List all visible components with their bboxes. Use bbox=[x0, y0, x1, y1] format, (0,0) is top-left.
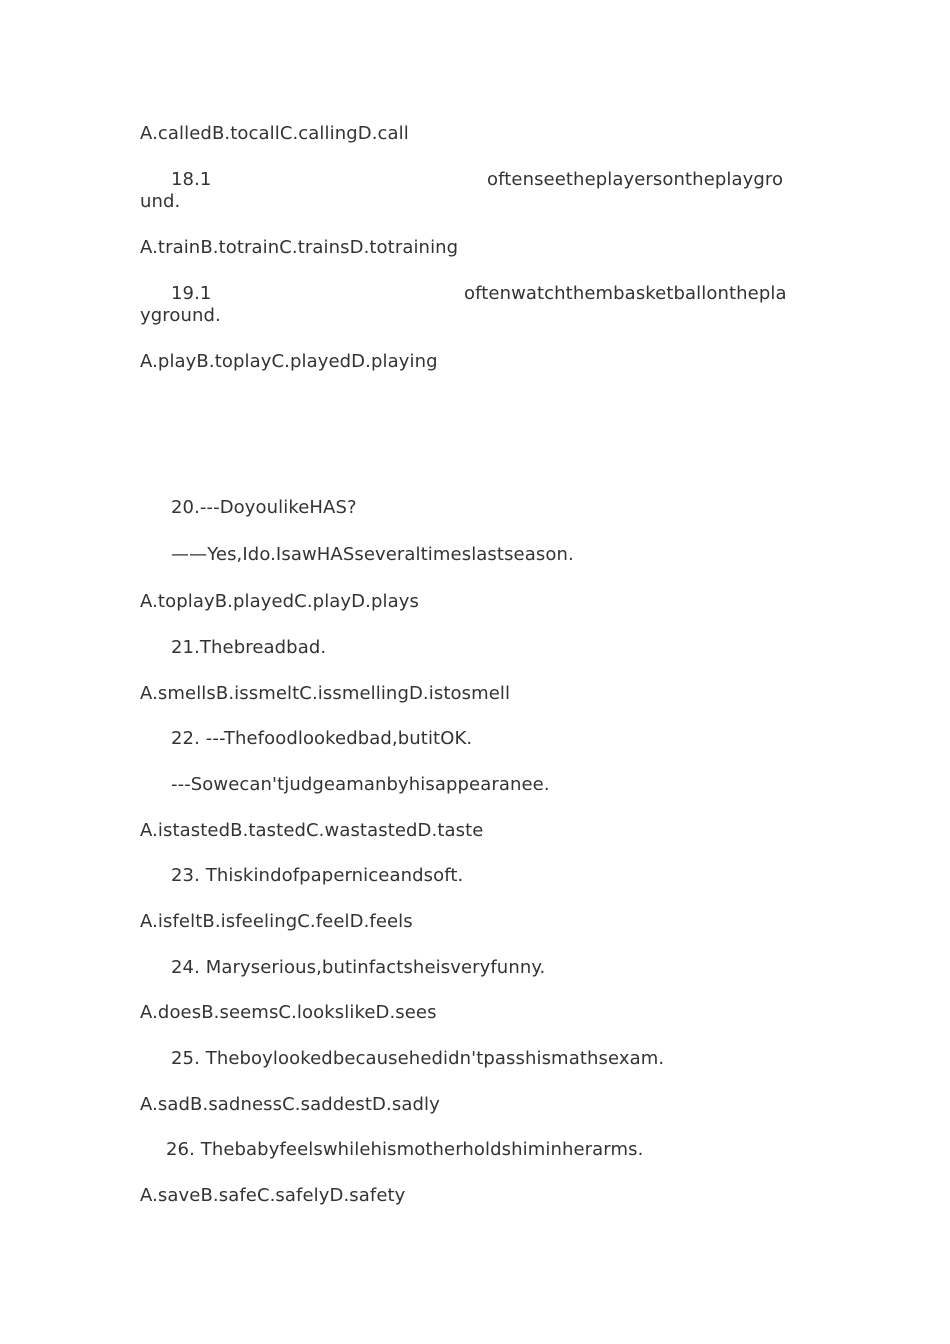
answer-options-19: A.playB.toplayC.playedD.playing bbox=[140, 351, 438, 372]
question-18-number: 18.1 bbox=[171, 169, 212, 190]
question-22-response: ---Sowecan'tjudgeamanbyhisappearanee. bbox=[171, 774, 550, 795]
answer-options-20: A.toplayB.playedC.playD.plays bbox=[140, 591, 419, 612]
answer-options-26: A.saveB.safeC.safelyD.safety bbox=[140, 1185, 406, 1206]
question-21: 21.Thebreadbad. bbox=[171, 637, 327, 658]
question-22: 22. ---Thefoodlookedbad,butitOK. bbox=[171, 728, 473, 749]
answer-options-22: A.istastedB.tastedC.wastastedD.taste bbox=[140, 820, 484, 841]
answer-options-17: A.calledB.tocallC.callingD.call bbox=[140, 123, 409, 144]
question-18-text: oftenseetheplayersontheplaygro bbox=[487, 169, 784, 190]
question-23: 23. Thiskindofpaperniceandsoft. bbox=[171, 865, 464, 886]
question-19-number: 19.1 bbox=[171, 283, 212, 304]
answer-options-25: A.sadB.sadnessC.saddestD.sadly bbox=[140, 1094, 440, 1115]
question-19-text: oftenwatchthembasketballonthepla bbox=[464, 283, 787, 304]
question-19-text-continued: yground. bbox=[140, 305, 221, 326]
answer-options-18: A.trainB.totrainC.trainsD.totraining bbox=[140, 237, 459, 258]
answer-options-24: A.doesB.seemsC.lookslikeD.sees bbox=[140, 1002, 437, 1023]
answer-options-21: A.smellsB.issmeltC.issmellingD.istosmell bbox=[140, 683, 511, 704]
question-24: 24. Maryserious,butinfactsheisveryfunny. bbox=[171, 957, 546, 978]
question-20-response: ——Yes,Ido.IsawHASseveraltimeslastseason. bbox=[171, 544, 574, 565]
question-26: 26. Thebabyfeelswhilehismotherholdshiminherarms. bbox=[166, 1139, 644, 1160]
question-18-text-continued: und. bbox=[140, 191, 181, 212]
question-20: 20.---DoyoulikeHAS? bbox=[171, 497, 357, 518]
question-25: 25. Theboylookedbecausehedidn'tpasshismathsexam. bbox=[171, 1048, 665, 1069]
answer-options-23: A.isfeltB.isfeelingC.feelD.feels bbox=[140, 911, 413, 932]
